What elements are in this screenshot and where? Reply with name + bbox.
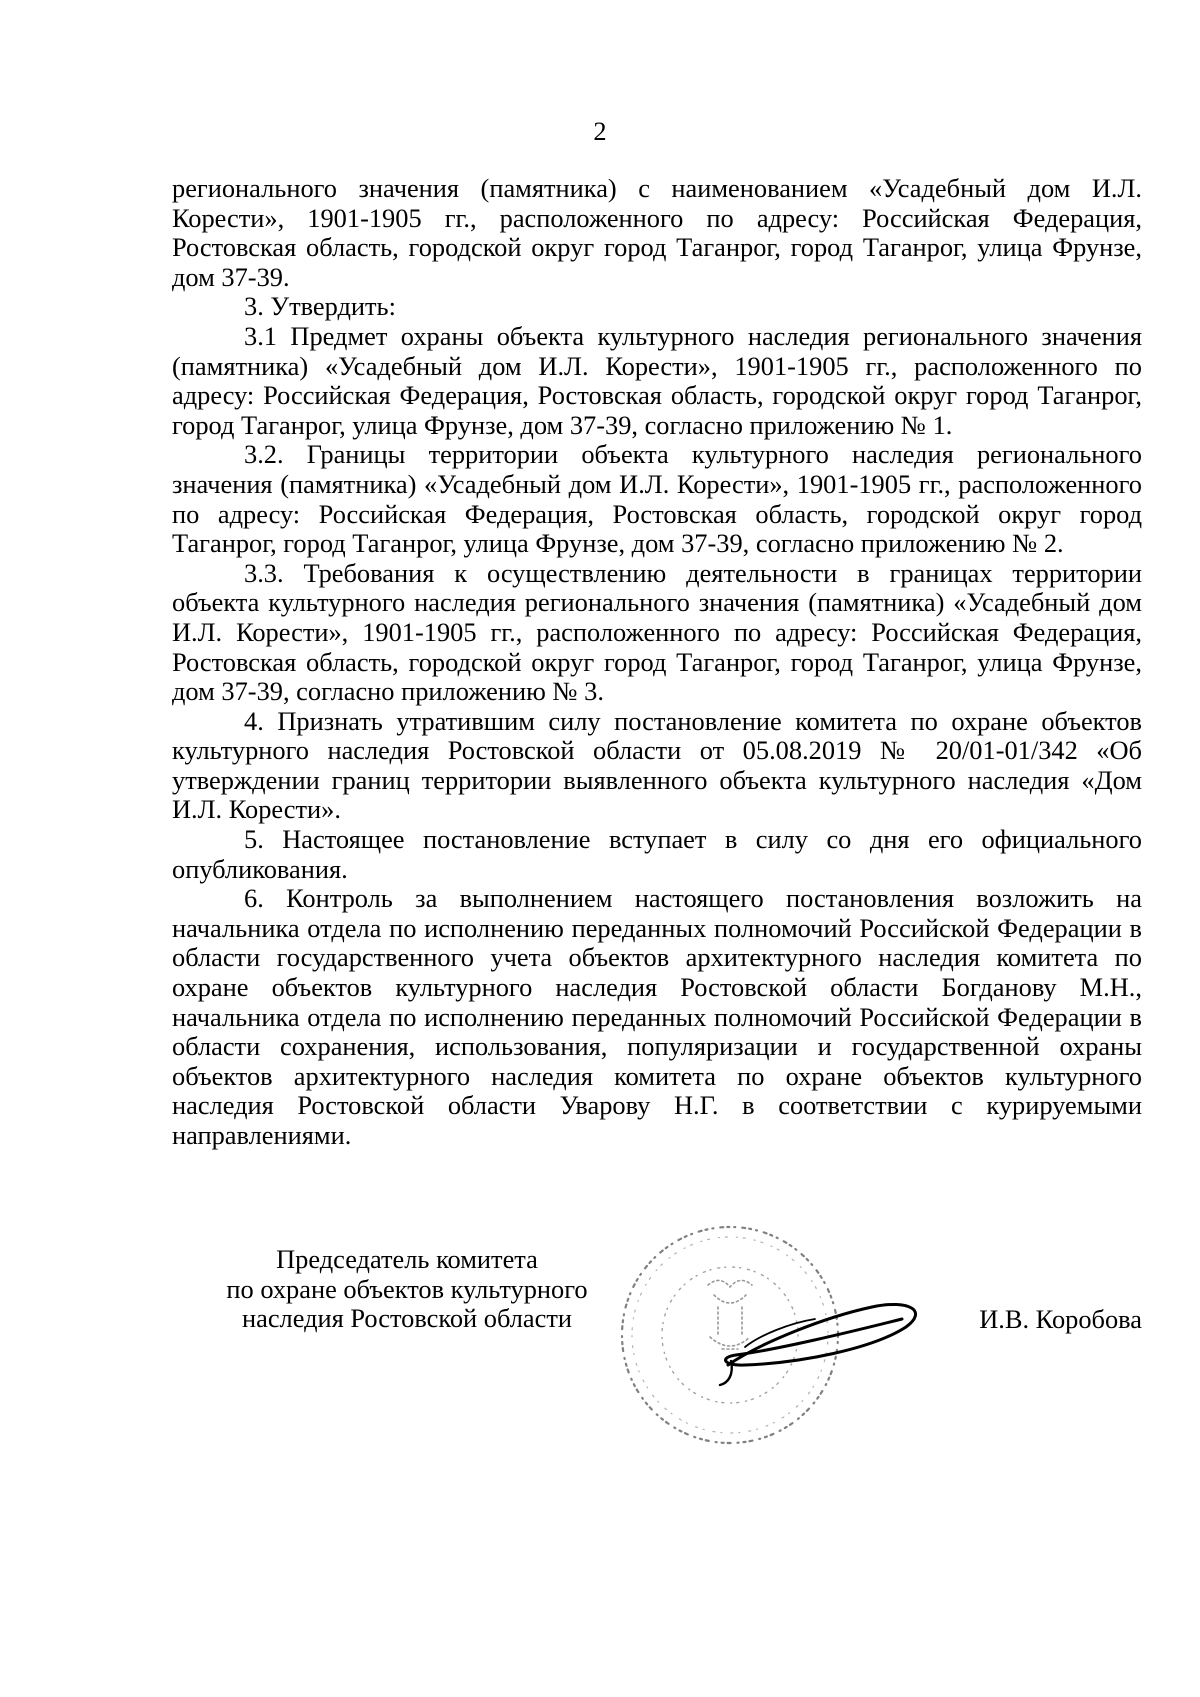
signer-title [172,1245,642,1334]
signature-block [0,1245,1200,1465]
paragraph: 5. Настоящее постановление вступает в силу со дня его официального опубликования. [172,824,1142,884]
paragraph: регионального значения (памятника) с наименованием «Усадебный дом И.Л. Корести», 1901-1905 гг., расположенного по адресу: Российская Федерация, Ростовская область, городской округ город Таганрог, город Таганрог, улица Фрунзе, дом 37-39. [172,173,1142,292]
seal-icon [622,1227,838,1443]
paragraph: 3.3. Требования к осуществлению деятельности в границах территории объекта культурного наследия регионального значения (памятника) «Усадебный дом И.Л. Корести», 1901-1905 гг., расположенного по адресу: Российская Федерация, Ростовская область, городской округ город Таганрог, город Таганрог, улица Фрунзе, дом 37-39, согласно приложению № 3. [172,557,1142,707]
signer-title-line: наследия Ростовской области [242,1303,572,1334]
paragraph: 4. Признать утратившим силу постановление комитета по охране объектов культурного наследия Ростовской области от 05.08.2019 № 20/01-01/342 «Об утверждении границ территории выявленного объекта культурного наследия «Дом И.Л. Корести». [172,705,1142,825]
signer-title-line: Председатель комитета [276,1244,538,1274]
paragraph: 3. Утвердить: [244,291,396,322]
signer-title-line: по охране объектов культурного [226,1273,588,1304]
signature-icon [720,1304,916,1385]
page-number: 2 [593,116,607,146]
document-body [172,174,1142,1151]
paragraph: 6. Контроль за выполнением настоящего постановления возложить на начальника отдела по исполнению переданных полномочий Российской Федерации в области государственного учета объектов архитектурного наследия комитета по охране объектов культурного наследия Ростовской области Богданову М.Н., начальника отдела по исполнению переданных полномочий Российской Федерации в области сохранения, использования, популяризации и государственной охраны объектов архитектурного наследия комитета по охране объектов культурного наследия Ростовской области Уварову Н.Г. в соответствии с курируемыми направлениями. [172,883,1142,1150]
paragraph: 3.2. Границы территории объекта культурного наследия регионального значения (памятника) «Усадебный дом И.Л. Корести», 1901-1905 гг., расположенного по адресу: Российская Федерация, Ростовская область, городской округ город Таганрог, город Таганрог, улица Фрунзе, дом 37-39, согласно приложению № 2. [172,439,1142,559]
official-seal-with-signature [610,1215,940,1455]
paragraph: 3.1 Предмет охраны объекта культурного наследия регионального значения (памятника) «Усадебный дом И.Л. Корести», 1901-1905 гг., расположенного по адресу: Российская Федерация, Ростовская область, городской округ город Таганрог, город Таганрог, улица Фрунзе, дом 37-39, согласно приложению № 1. [172,320,1142,440]
signer-name: И.В. Коробова [979,1304,1142,1334]
